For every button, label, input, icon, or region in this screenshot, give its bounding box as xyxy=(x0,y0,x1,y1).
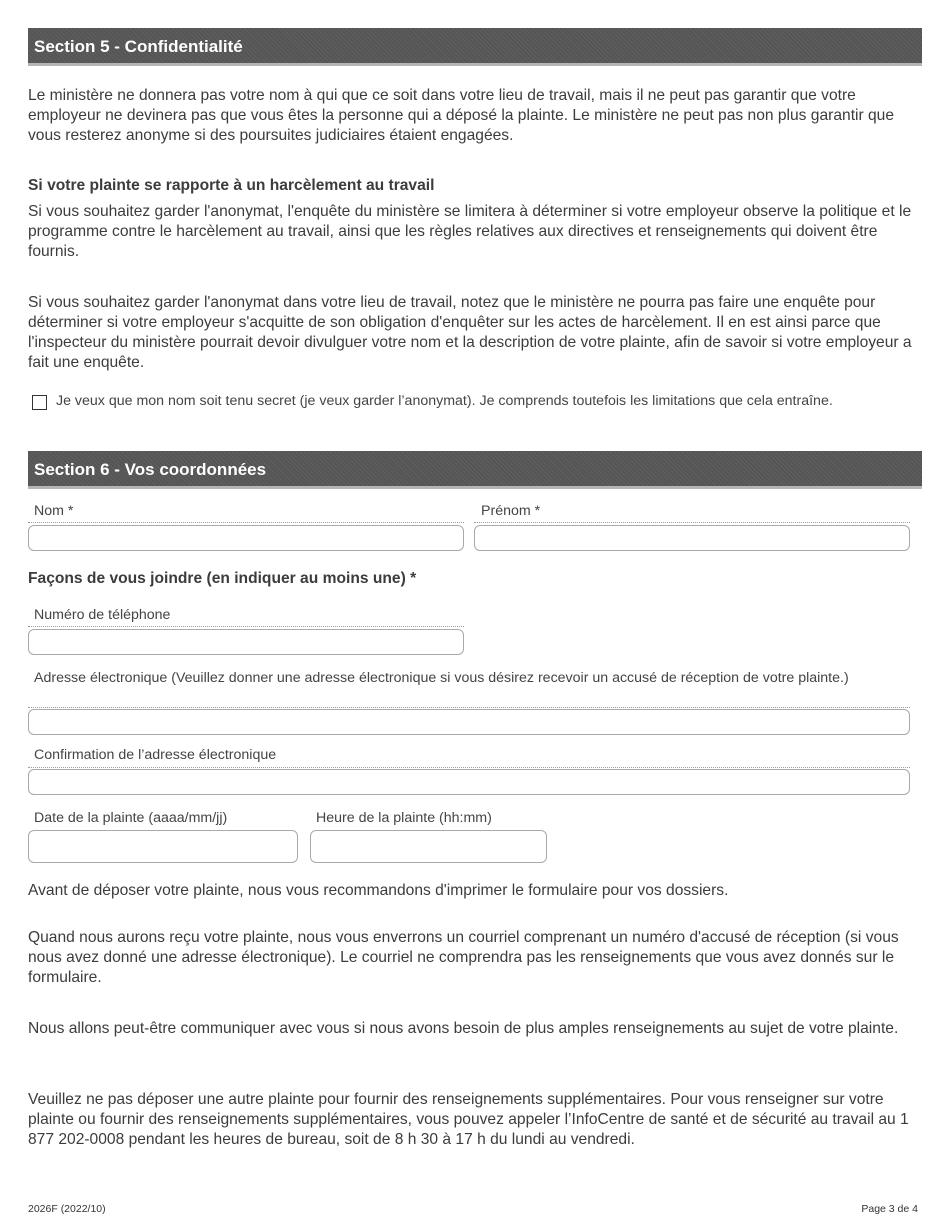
section-5-header: Section 5 - Confidentialité xyxy=(28,28,922,66)
nom-field-guide xyxy=(28,522,464,523)
page-number: Page 3 de 4 xyxy=(861,1203,918,1215)
anonymity-checkbox[interactable] xyxy=(32,395,47,410)
harassment-paragraph-1: Si vous souhaitez garder l'anonymat, l'enquête du ministère se limitera à déterminer si votre employeur observe la politique et le programme contre le harcèlement au travail, ainsi que les règles relatives aux directives et renseignements qui doivent être fournis. xyxy=(28,203,912,260)
email-confirm-field-guide xyxy=(28,767,910,768)
harassment-heading: Si votre plainte se rapporte à un harcèlement au travail xyxy=(28,177,435,194)
phone-label: Numéro de téléphone xyxy=(34,607,171,623)
email-acknowledgement-text: Quand nous aurons reçu votre plainte, nous vous enverrons un courriel comprenant un numéro d'accusé de réception (si vous nous avez donné une adresse électronique). Le courriel ne comprendra pas les renseignements que vous avez donnés sur le formulaire. xyxy=(28,929,899,986)
time-input[interactable] xyxy=(310,830,547,863)
prenom-label: Prénom * xyxy=(481,503,541,519)
contact-methods-heading: Façons de vous joindre (en indiquer au moins une) * xyxy=(28,570,417,587)
print-recommendation-text: Avant de déposer votre plainte, nous vous recommandons d'imprimer le formulaire pour vos dossiers. xyxy=(28,882,729,899)
confidentiality-intro: Le ministère ne donnera pas votre nom à qui que ce soit dans votre lieu de travail, mais il ne peut pas garantir que votre employeur ne devinera pas que vous êtes la personne qui a déposé la plainte. Le ministère ne peut pas non plus garantir que vous resterez anonyme si des poursuites judiciaires étaient engagées. xyxy=(28,87,895,144)
time-label: Heure de la plainte (hh:mm) xyxy=(316,810,492,826)
nom-label: Nom * xyxy=(34,503,74,519)
phone-input[interactable] xyxy=(28,629,464,655)
email-confirm-label: Confirmation de l’adresse électronique xyxy=(34,747,277,763)
email-confirm-input[interactable] xyxy=(28,769,910,795)
email-input[interactable] xyxy=(28,709,910,735)
harassment-paragraph-2: Si vous souhaitez garder l'anonymat dans votre lieu de travail, notez que le ministère ne pourra pas faire une enquête pour déterminer si votre employeur s'acquitte de son obligation d'enquêter sur les actes de harcèlement. Il en est ainsi parce que l'inspecteur du ministère pourrait devoir divulguer votre nom et la description de votre plainte, afin de savoir si votre employeur a fait une enquête. xyxy=(28,294,912,371)
form-code: 2026F (2022/10) xyxy=(28,1203,106,1215)
email-label: Adresse électronique (Veuillez donner une adresse électronique si vous désirez recevoir un accusé de réception de votre plainte.) xyxy=(34,670,849,686)
date-label: Date de la plainte (aaaa/mm/jj) xyxy=(34,810,228,826)
nom-input[interactable] xyxy=(28,525,464,551)
prenom-input[interactable] xyxy=(474,525,910,551)
follow-up-contact-text: Nous allons peut-être communiquer avec vous si nous avons besoin de plus amples renseignements au sujet de votre plainte. xyxy=(28,1020,899,1037)
prenom-field-guide xyxy=(474,522,910,523)
infocentre-text: Veuillez ne pas déposer une autre plainte pour fournir des renseignements supplémentaires. Pour vous renseigner sur votre plainte ou fournir des renseignements supplémentaires, vous pouvez appeler l’InfoCentre de santé et de sécurité au travail au 1 877 202-0008 pendant les heures de bureau, soit de 8 h 30 à 17 h du lundi au vendredi. xyxy=(28,1091,909,1148)
email-field-guide xyxy=(28,707,910,708)
anonymity-checkbox-label: Je veux que mon nom soit tenu secret (je veux garder l’anonymat). Je comprends toutefois les limitations que cela entraîne. xyxy=(56,393,833,409)
phone-field-guide xyxy=(28,626,464,627)
date-input[interactable] xyxy=(28,830,298,863)
section-6-header: Section 6 - Vos coordonnées xyxy=(28,451,922,489)
